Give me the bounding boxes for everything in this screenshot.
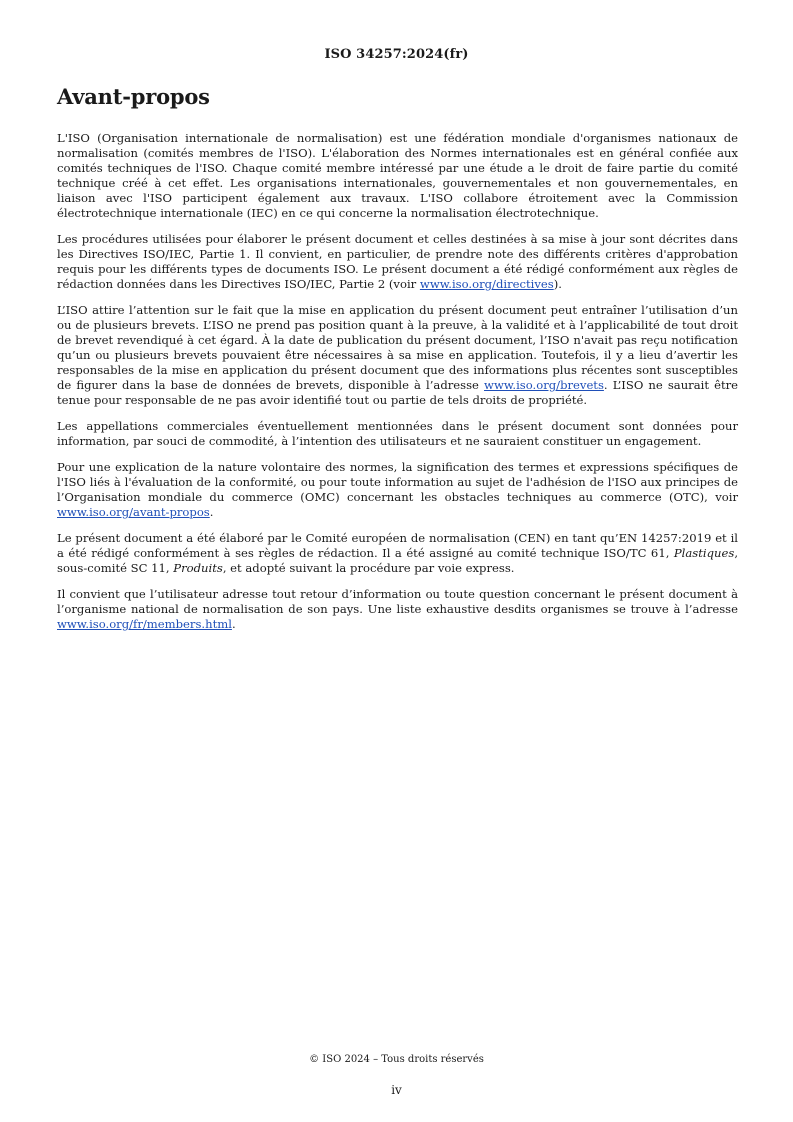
paragraph-2-text: Les procédures utilisées pour élaborer le présent document et celles destinées à sa mise à jour sont décrites dans les Directives ISO/IEC, Partie 1. Il convient, en particulier, de prendre note des différents critères d'approbation requis pour les différents types de documents ISO. Le présent document a été rédigé conformément aux règles de rédaction données dans les Directives ISO/IEC, Partie 2 (voir	[57, 232, 738, 291]
subcommittee-name: Produits	[173, 561, 223, 575]
paragraph-6-part-a: Le présent document a été élaboré par le Comité européen de normalisation (CEN) en tant qu’EN 14257:2019 et il a été rédigé conformément à ses règles de rédaction. Il a été assigné au comité technique ISO/TC 61,	[57, 531, 738, 560]
link-directives[interactable]: www.iso.org/directives	[419, 277, 554, 291]
page-number: iv	[391, 1083, 402, 1097]
link-members[interactable]: www.iso.org/fr/members.html	[57, 617, 232, 631]
foreword-body	[57, 131, 738, 643]
paragraph-5-text: Pour une explication de la nature volontaire des normes, la signification des termes et expressions spécifiques de l'ISO liés à l'évaluation de la conformité, ou pour toute information au sujet de l'adhésion de l'ISO aux principes de l’Organisation mondiale du commerce (OMC) concernant les obstacles techniques au commerce (OTC), voir	[57, 460, 738, 504]
link-avant-propos[interactable]: www.iso.org/avant-propos	[57, 505, 210, 519]
committee-name: Plastiques	[673, 546, 735, 560]
paragraph-7-text: Il convient que l’utilisateur adresse tout retour d’information ou toute question concernant le présent document à l’organisme national de normalisation de son pays. Une liste exhaustive desdits organismes se trouve à l’adresse	[57, 587, 738, 616]
paragraph-6-part-c: , et adopté suivant la procédure par voie express.	[222, 561, 515, 575]
paragraph-3-text: L’ISO attire l’attention sur le fait que la mise en application du présent document peut entraîner l’utilisation d’un ou de plusieurs brevets. L’ISO ne prend pas position quant à la preuve, à la validité et à l’applicabilité de tout droit de brevet revendiqué à cet égard. À la date de publication du présent document, l’ISO n'avait pas reçu notification qu’un ou plusieurs brevets pouvaient être nécessaires à sa mise en application. Toutefois, il y a lieu d’avertir les responsables de la mise en application du présent document que des informations plus récentes sont susceptibles de figurer dans la base de données de brevets, disponible à l’adresse	[57, 303, 738, 392]
document-header: ISO 34257:2024(fr)	[324, 47, 469, 62]
paragraph-3	[57, 303, 738, 408]
paragraph-1: L'ISO (Organisation internationale de normalisation) est une fédération mondiale d'organismes nationaux de normalisation (comités membres de l'ISO). L'élaboration des Normes internationales est en général confiée aux comités techniques de l'ISO. Chaque comité membre intéressé par une étude a le droit de faire partie du comité technique créé à cet effet. Les organisations internationales, gouvernementales et non gouvernementales, en liaison avec l'ISO participent également aux travaux. L'ISO collabore étroitement avec la Commission électrotechnique internationale (IEC) en ce qui concerne la normalisation électrotechnique.	[57, 131, 738, 220]
paragraph-7-tail: .	[231, 617, 236, 631]
paragraph-7	[57, 587, 738, 632]
copyright-footer: © ISO 2024 – Tous droits réservés	[309, 1054, 484, 1065]
paragraph-2-tail: ).	[553, 277, 562, 291]
page-title: Avant-propos	[57, 84, 210, 109]
paragraph-5	[57, 460, 738, 520]
paragraph-6	[57, 531, 738, 576]
paragraph-4: Les appellations commerciales éventuellement mentionnées dans le présent document sont données pour information, par souci de commodité, à l’intention des utilisateurs et ne sauraient constituer un engagement.	[57, 419, 738, 448]
paragraph-6-part-b: , sous-comité SC 11,	[57, 546, 738, 575]
paragraph-5-tail: .	[209, 505, 214, 519]
paragraph-3-tail: . L’ISO ne saurait être tenue pour responsable de ne pas avoir identifié tout ou partie de tels droits de propriété.	[57, 378, 739, 407]
paragraph-2	[57, 232, 738, 292]
link-brevets[interactable]: www.iso.org/brevets	[484, 378, 604, 392]
